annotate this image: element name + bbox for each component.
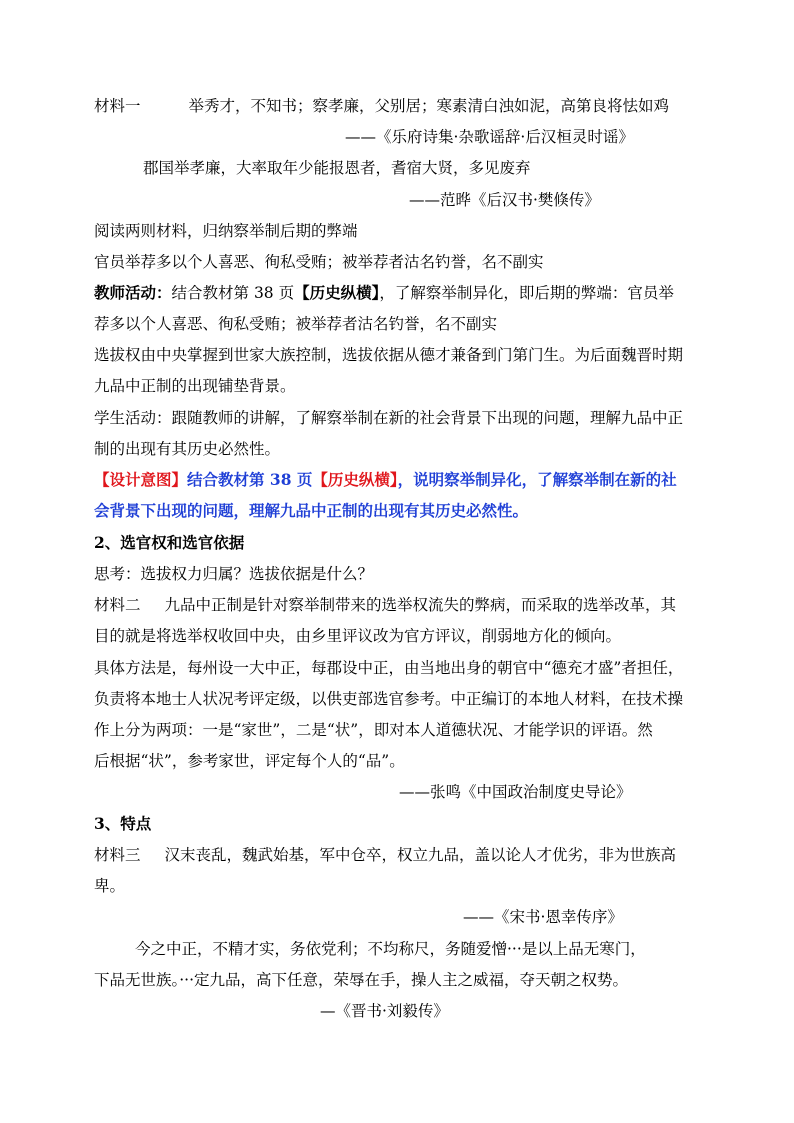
- material1-source2: ——范晔《后汉书·樊倏传》: [409, 191, 600, 209]
- student-activity-line2: 制的出现有其历史必然性。: [94, 440, 281, 458]
- material2-line1: [94, 594, 676, 616]
- method-line1: 具体方法是，每州设一大中正，每郡设中正，由当地出身的朝官中“德充才盛”者担任，: [94, 659, 684, 677]
- material1-label: 材料一: [94, 97, 141, 115]
- design-intent-line1: [94, 469, 677, 491]
- reading-question: 阅读两则材料，归纳察举制后期的弊端: [94, 222, 358, 240]
- section2-source: ——张鸣《中国政治制度史导论》: [399, 783, 632, 801]
- design-intent-text-b: ，说明察举制异化，了解察举制在新的社: [397, 470, 677, 489]
- selection-line1: 选拔权由中央掌握到世家大族控制，选拔依据从德才兼备到门第门生。为后面魏晋时期: [94, 346, 684, 364]
- method-line2: 负责将本地士人状况考评定级，以供吏部选官参考。中正编订的本地人材料，在技术操: [94, 690, 684, 708]
- teacher-activity-line1: [94, 282, 674, 304]
- teacher-activity-text-b: ，了解察举制异化，即后期的弊端：官员举: [379, 284, 674, 302]
- student-activity-line1: 学生活动：跟随教师的讲解，了解察举制在新的社会背景下出现的问题，理解九品中正: [94, 409, 684, 427]
- teacher-activity-line2: 荐多以个人喜恶、徇私受贿；被举荐者沽名钓誉，名不副实: [94, 315, 498, 333]
- design-intent-line2: 会背景下出现的问题，理解九品中正制的出现有其历史必然性。: [94, 501, 529, 520]
- material1-source: ——《乐府诗集·杂歌谣辞·后汉桓灵时谣》: [345, 128, 634, 146]
- material3-line2: 卑。: [94, 877, 126, 895]
- selection-line2: 九品中正制的出现铺垫背景。: [94, 377, 296, 395]
- section3-heading: 3、特点: [94, 814, 152, 833]
- reading-answer: 官员举荐多以个人喜恶、徇私受贿；被举荐者沽名钓誉，名不副实: [94, 253, 544, 271]
- method-line4: 后根据“状”，参考家世，评定每个人的“品”。: [94, 752, 405, 770]
- teacher-activity-text-a: 结合教材第 38 页: [171, 284, 295, 302]
- teacher-activity-label: 教师活动：: [94, 283, 172, 302]
- material2-text: 九品中正制是针对察举制带来的选举权流失的弊病，而采取的选举改革，其: [164, 596, 677, 614]
- design-intent-text-a: 结合教材第 38 页: [187, 470, 313, 489]
- material2-line2: 目的就是将选举权收回中央，由乡里评议改为官方评议，削弱地方化的倾向。: [94, 627, 622, 645]
- material3-label: 材料三: [94, 846, 141, 864]
- section3-source2: —《晋书·刘毅传》: [320, 1002, 449, 1020]
- section2-think: 思考：选拔权力归属？选拔依据是什么？: [94, 565, 374, 583]
- design-intent-label: 【设计意图】: [94, 470, 188, 489]
- method-line3: 作上分为两项：一是“家世”，二是“状”，即对本人道德状况、才能学识的评语。然: [94, 721, 653, 739]
- section3-quote-line1: 今之中正，不精才实，务依党利；不均称尺，务随爱憎···是以上品无寒门，: [135, 940, 646, 958]
- material2-label: 材料二: [94, 596, 141, 614]
- material3-line1: [94, 844, 676, 866]
- material3-text: 汉末丧乱，魏武始基，军中仓卒，权立九品，盖以论人才优劣，非为世族高: [164, 846, 677, 864]
- material1-text: 举秀才，不知书；察孝廉，父别居；寒素清白浊如泥，高第良将怯如鸡: [188, 97, 670, 115]
- section3-source1: ——《宋书·恩幸传序》: [463, 908, 623, 926]
- teacher-activity-bracket: 【历史纵横】: [294, 283, 380, 302]
- material1-line: [94, 95, 669, 117]
- section3-quote-line2: 下品无世族。···定九品，高下任意，荣辱在手，操人主之威福，夺天朝之权势。: [94, 971, 629, 989]
- design-intent-bracket: 【历史纵横】: [312, 470, 398, 489]
- material1-quote2: 郡国举孝廉，大率取年少能报恩者，耆宿大贤，多见废弃: [143, 159, 531, 177]
- section2-heading: 2、选官权和选官依据: [94, 533, 245, 552]
